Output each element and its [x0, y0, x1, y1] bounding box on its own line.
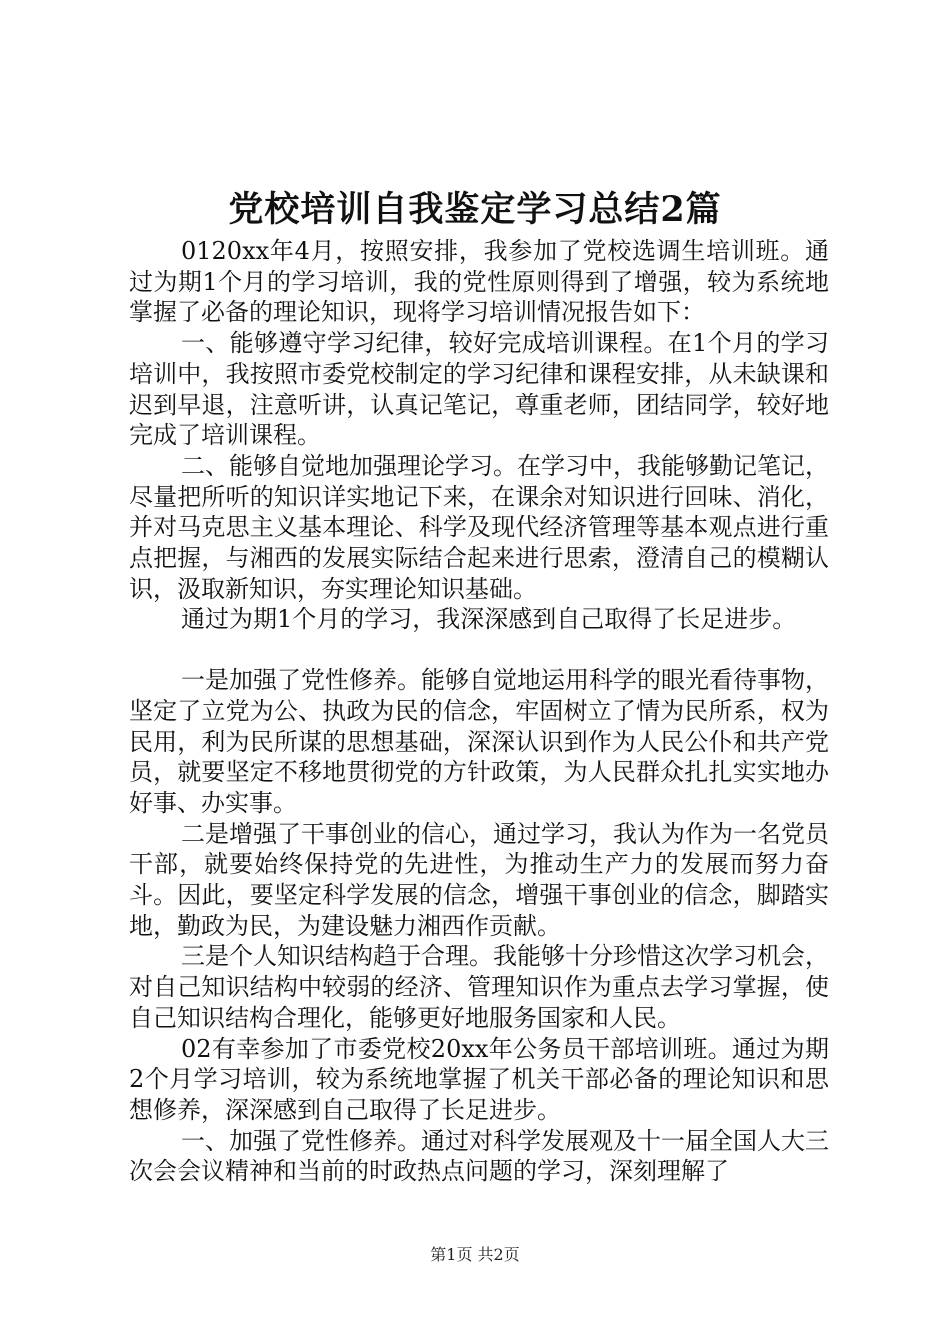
paragraph-knowledge: 三是个人知识结构趋于合理。我能够十分珍惜这次学习机会，对自己知识结构中较弱的经济、管理知识作为重点去学习掌握，使自己知识结构合理化，能够更好地服务国家和人民。	[129, 942, 829, 1032]
page-footer: 第1页 共2页	[430, 1245, 520, 1264]
document-title: 党校培训自我鉴定学习总结2篇	[228, 189, 722, 230]
paragraph-second-article: 02有幸参加了市委党校20xx年公务员干部培训班。通过为期2个月学习培训，较为系统地掌握了机关干部必备的理论知识和思想修养，深深感到自己取得了长足进步。	[129, 1034, 829, 1124]
paragraph-theory: 二、能够自觉地加强理论学习。在学习中，我能够勤记笔记，尽量把所听的知识详实地记下来，在课余对知识进行回味、消化，并对马克思主义基本理论、科学及现代经济管理等基本观点进行重点把握，与湘西的发展实际结合起来进行思索，澄清自己的模糊认识，汲取新知识，夯实理论知识基础。	[129, 451, 829, 603]
paragraph-progress: 通过为期1个月的学习，我深深感到自己取得了长足进步。	[181, 605, 797, 634]
document-body	[129, 236, 829, 1187]
paragraph-confidence: 二是增强了干事创业的信心，通过学习，我认为作为一名党员干部，就要始终保持党的先进性，为推动生产力的发展而努力奋斗。因此，要坚定科学发展的信念，增强干事创业的信念，脚踏实地，勤政为民，为建设魅力湘西作贡献。	[129, 819, 829, 940]
paragraph-party-spirit: 一是加强了党性修养。能够自觉地运用科学的眼光看待事物，坚定了立党为公、执政为民的信念，牢固树立了情为民所系，权为民用，利为民所谋的思想基础，深深认识到作为人民公仆和共产党员，就要坚定不移地贯彻党的方针政策，为人民群众扎扎实实地办好事、办实事。	[129, 666, 829, 817]
paragraph-second-party-spirit: 一、加强了党性修养。通过对科学发展观及十一届全国人大三次会会议精神和当前的时政热点问题的学习，深刻理解了	[129, 1126, 829, 1186]
paragraph-discipline: 一、能够遵守学习纪律，较好完成培训课程。在1个月的学习培训中，我按照市委党校制定的学习纪律和课程安排，从未缺课和迟到早退，注意听讲，认真记笔记，尊重老师，团结同学，较好地完成了培训课程。	[129, 329, 829, 450]
paragraph-intro: 0120xx年4月，按照安排，我参加了党校选调生培训班。通过为期1个月的学习培训，我的党性原则得到了增强，较为系统地掌握了必备的理论知识，现将学习培训情况报告如下：	[129, 237, 829, 327]
